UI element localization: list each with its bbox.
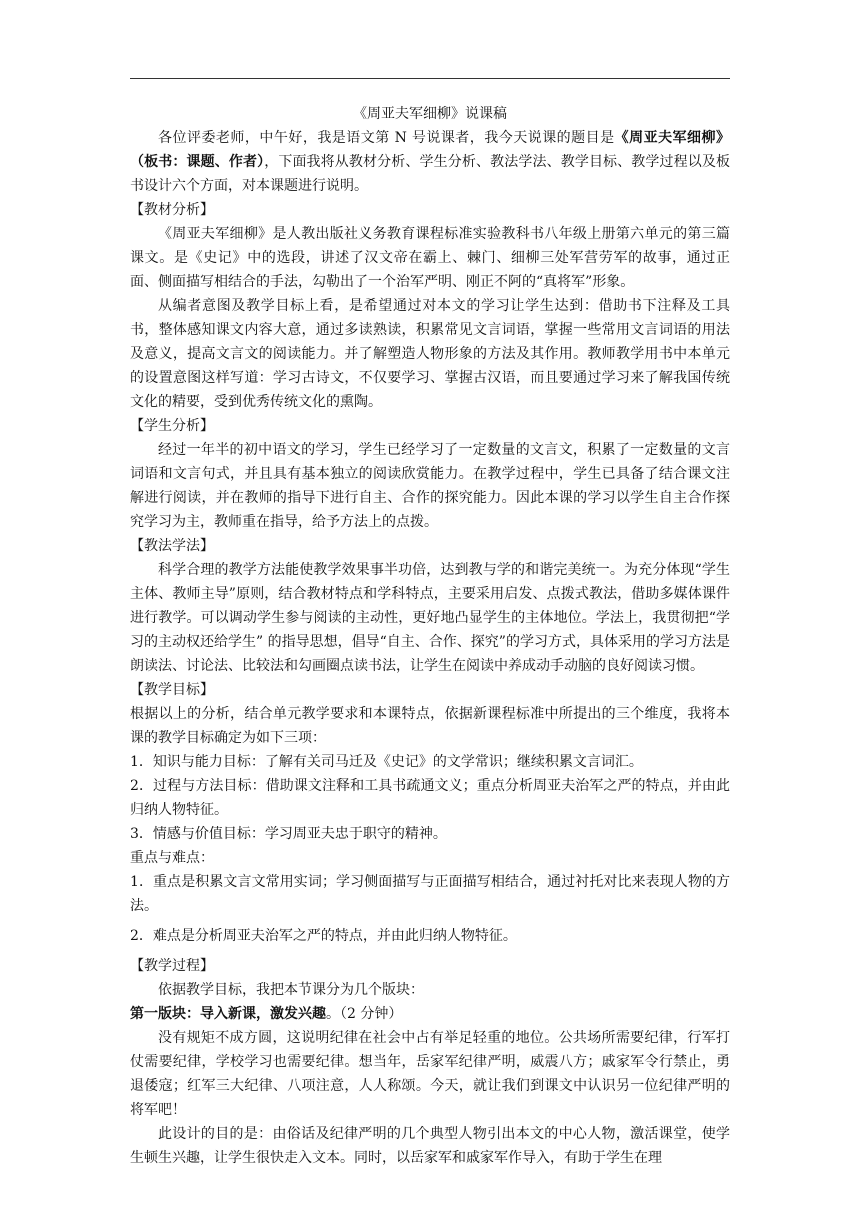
goal-item: 2．过程与方法目标：借助课文注释和工具书疏通文义；重点分析周亚夫治军之严的特点，并由此归纳人物特征。	[130, 778, 730, 818]
goals-paragraph-1: 根据以上的分析，结合单元教学要求和本课特点，依据新课程标准中所提出的三个维度，我将本课的教学目标确定为如下三项：	[130, 706, 730, 746]
process-paragraph-3: 此设计的目的是：由俗话及纪律严明的几个典型人物引出本文的中心人物，激活课堂，使学生顿生兴趣，让学生很快走入文本。同时，以岳家军和戚家军作导入，有助于学生在理	[130, 1126, 730, 1166]
section-heading-goals: 【教学目标】	[130, 682, 214, 698]
intro-paragraph	[130, 126, 730, 198]
section-heading-process: 【教学过程】	[130, 958, 214, 974]
intro-text-bold: 《周亚夫军细柳》（板书：课题、作者）	[130, 130, 731, 170]
students-paragraph-1: 经过一年半的初中语文的学习，学生已经学习了一定数量的文言文，积累了一定数量的文言词语和文言句式，并且具有基本独立的阅读欣赏能力。在教学过程中，学生已具备了结合课文注解进行阅读，并在教师的指导下进行自主、合作的探究能力。因此本课的学习以学生自主合作探究学习为主，教师重在指导，给予方法上的点拨。	[130, 442, 730, 530]
intro-text-after: ，下面我将从教材分析、学生分析、教法学法、教学目标、教学过程以及板书设计六个方面，对本课题进行说明。	[130, 154, 731, 194]
process-block-1-heading	[130, 1002, 730, 1026]
goal-item: 3．情感与价值目标：学习周亚夫忠于职守的精神。	[130, 826, 447, 842]
header-rule	[130, 78, 730, 79]
key-point-item: 1．重点是积累文言文常用实词；学习侧面描写与正面描写相结合，通过衬托对比来表现人物的方法。	[130, 874, 730, 914]
key-points-heading: 重点与难点：	[130, 850, 214, 866]
methods-paragraph-1: 科学合理的教学方法能使教学效果事半功倍，达到教与学的和谐完美统一。为充分体现“学生主体、教师主导”原则，结合教材特点和学科特点，主要采用启发、点拨式教法，借助多媒体课件进行教学。可以调动学生参与阅读的主动性，更好地凸显学生的主体地位。学法上，我贯彻把“学习的主动权还给学生” 的指导思想，倡导“自主、合作、探究”的学习方式，具体采用的学习方法是朗读法、讨论法、比较法和勾画圈点读书法，让学生在阅读中养成动手动脑的良好阅读习惯。	[130, 562, 730, 674]
process-block-1-rest: 。（2 分钟）	[326, 1006, 403, 1022]
section-heading-students: 【学生分析】	[130, 418, 214, 434]
key-point-item: 2．难点是分析周亚夫治军之严的特点，并由此归纳人物特征。	[130, 928, 517, 944]
textbook-paragraph-2: 从编者意图及教学目标上看，是希望通过对本文的学习让学生达到：借助书下注释及工具书，整体感知课文内容大意，通过多读熟读，积累常见文言词语，掌握一些常用文言词语的用法及意义，提高文言文的阅读能力。并了解塑造人物形象的方法及其作用。教师教学用书中本单元的设置意图这样写道：学习古诗文，不仅要学习、掌握古汉语，而且要通过学习来了解我国传统文化的精要，受到优秀传统文化的熏陶。	[130, 298, 730, 410]
process-paragraph-2: 没有规矩不成方圆，这说明纪律在社会中占有举足轻重的地位。公共场所需要纪律，行军打仗需要纪律，学校学习也需要纪律。想当年，岳家军纪律严明，威震八方；戚家军令行禁止，勇退倭寇；红军三大纪律、八项注意，人人称颂。今天，就让我们到课文中认识另一位纪律严明的将军吧！	[130, 1030, 730, 1118]
intro-text-before: 各位评委老师，中午好，我是语文第 N 号说课者，我今天说课的题目是	[158, 130, 615, 146]
process-paragraph-1: 依据教学目标，我把本节课分为几个版块：	[158, 982, 424, 998]
document-title: 《周亚夫军细柳》说课稿	[353, 106, 507, 122]
section-heading-textbook: 【教材分析】	[130, 202, 214, 218]
textbook-paragraph-1: 《周亚夫军细柳》是人教出版社义务教育课程标准实验教科书八年级上册第六单元的第三篇课文。是《史记》中的选段，讲述了汉文帝在霸上、棘门、细柳三处军营劳军的故事，通过正面、侧面描写相结合的手法，勾勒出了一个治军严明、刚正不阿的“真将军”形象。	[130, 226, 730, 290]
goal-item: 1．知识与能力目标：了解有关司马迁及《史记》的文学常识；继续积累文言词汇。	[130, 754, 643, 770]
section-heading-methods: 【教法学法】	[130, 538, 214, 554]
process-block-1-bold: 第一版块：导入新课，激发兴趣	[130, 1006, 326, 1022]
document-body	[130, 102, 730, 1170]
